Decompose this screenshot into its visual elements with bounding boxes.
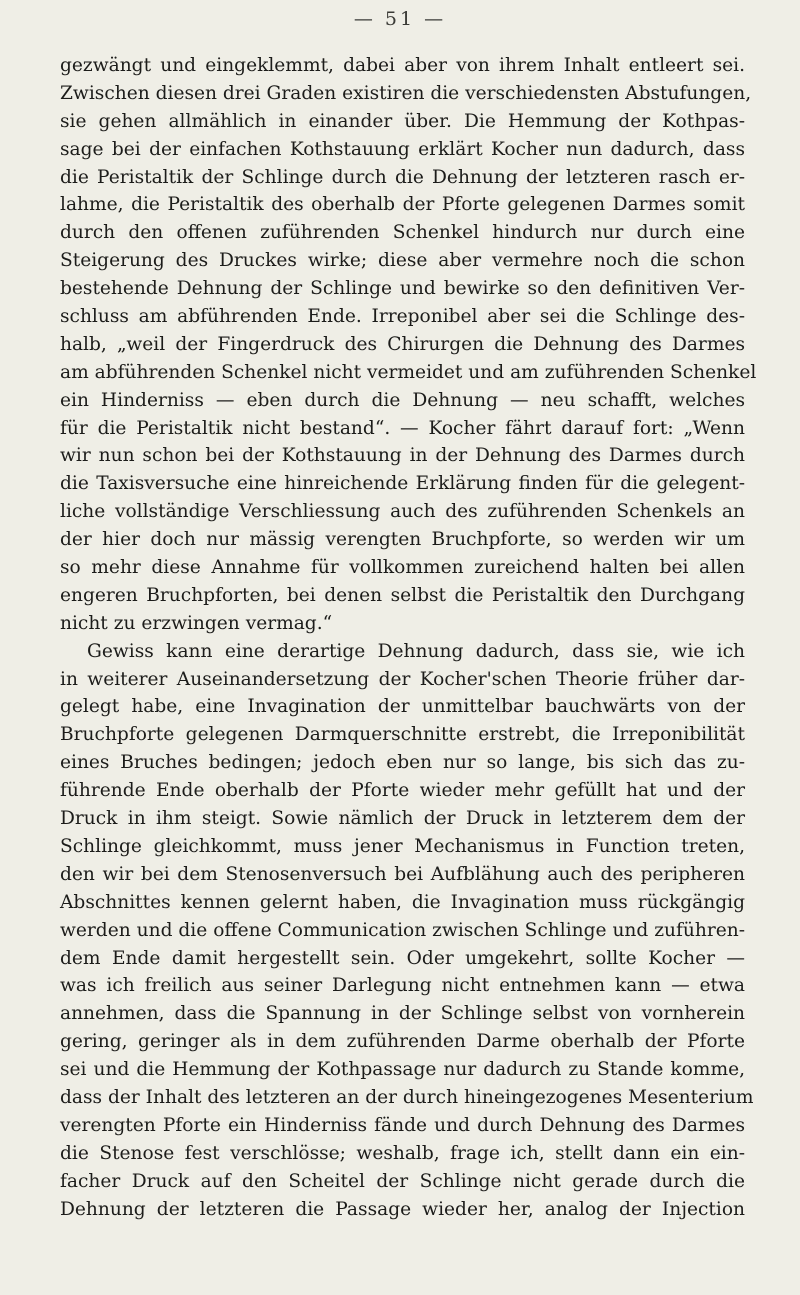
- text-line: nicht zu erzwingen vermag.“: [60, 612, 333, 634]
- text-line: die Peristaltik der Schlinge durch die Dehnung der letzteren rasch er-: [60, 166, 745, 188]
- text-line: eines Bruches bedingen; jedoch eben nur so lange, bis sich das zu-: [60, 752, 745, 774]
- text-line: der hier doch nur mässig verengten Bruchpforte, so werden wir um: [60, 529, 745, 551]
- text-line: durch den offenen zuführenden Schenkel hindurch nur durch eine: [60, 222, 745, 244]
- text-line: Zwischen diesen drei Graden existiren die verschiedensten Abstufungen,: [60, 82, 752, 104]
- text-line: am abführenden Schenkel nicht vermeidet und am zuführenden Schenkel: [60, 361, 757, 383]
- text-line: die Stenose fest verschlösse; weshalb, frage ich, stellt dann ein ein-: [60, 1142, 745, 1164]
- text-line: halb, „weil der Fingerdruck des Chirurgen die Dehnung des Darmes: [60, 333, 745, 355]
- text-line: Gewiss kann eine derartige Dehnung dadurch, dass sie, wie ich: [87, 640, 745, 662]
- text-line: annehmen, dass die Spannung in der Schlinge selbst von vornherein: [60, 1003, 745, 1025]
- text-line: Schlinge gleichkommt, muss jener Mechanismus in Function treten,: [60, 835, 745, 857]
- text-line: ein Hinderniss — eben durch die Dehnung — neu schafft, welches: [60, 389, 745, 411]
- text-line: die Taxisversuche eine hinreichende Erklärung finden für die gelegent-: [60, 473, 745, 495]
- text-line: Bruchpforte gelegenen Darmquerschnitte erstrebt, die Irreponibilität: [60, 724, 745, 746]
- text-line: den wir bei dem Stenosenversuch bei Aufblähung auch des peripheren: [60, 863, 745, 885]
- text-line: was ich freilich aus seiner Darlegung nicht entnehmen kann — etwa: [60, 975, 745, 997]
- text-line: Abschnittes kennen gelernt haben, die Invagination muss rückgängig: [60, 891, 745, 913]
- text-line: gering, geringer als in dem zuführenden Darme oberhalb der Pforte: [60, 1031, 745, 1053]
- text-line: Steigerung des Druckes wirke; diese aber vermehre noch die schon: [60, 250, 745, 272]
- text-line: so mehr diese Annahme für vollkommen zureichend halten bei allen: [60, 557, 745, 579]
- text-line: für die Peristaltik nicht bestand“. — Kocher fährt darauf fort: „Wenn: [60, 417, 745, 439]
- text-line: facher Druck auf den Scheitel der Schlinge nicht gerade durch die: [60, 1170, 745, 1192]
- text-line: lahme, die Peristaltik des oberhalb der Pforte gelegenen Darmes somit: [60, 194, 745, 216]
- text-line: engeren Bruchpforten, bei denen selbst die Peristaltik den Durchgang: [60, 584, 745, 606]
- text-line: Dehnung der letzteren die Passage wieder her, analog der Injection: [60, 1198, 745, 1220]
- text-line: gezwängt und eingeklemmt, dabei aber von ihrem Inhalt entleert sei.: [60, 55, 745, 76]
- text-line: sage bei der einfachen Kothstauung erklärt Kocher nun dadurch, dass: [60, 138, 745, 160]
- text-line: liche vollständige Verschliessung auch des zuführenden Schenkels an: [60, 501, 745, 523]
- body-text: [60, 52, 757, 1223]
- text-line: sei und die Hemmung der Kothpassage nur dadurch zu Stande komme,: [60, 1059, 745, 1081]
- text-line: schluss am abführenden Ende. Irreponibel aber sei die Schlinge des-: [60, 306, 745, 328]
- text-line: in weiterer Auseinandersetzung der Kocher'schen Theorie früher dar-: [60, 668, 745, 690]
- text-line: bestehende Dehnung der Schlinge und bewirke so den definitiven Ver-: [60, 278, 745, 300]
- text-line: Druck in ihm steigt. Sowie nämlich der Druck in letzterem dem der: [60, 808, 745, 830]
- text-line: führende Ende oberhalb der Pforte wieder mehr gefüllt hat und der: [60, 780, 745, 802]
- text-line: gelegt habe, eine Invagination der unmittelbar bauchwärts von der: [60, 696, 745, 718]
- text-line: dem Ende damit hergestellt sein. Oder umgekehrt, sollte Kocher —: [60, 947, 745, 969]
- text-line: sie gehen allmählich in einander über. Die Hemmung der Kothpas-: [60, 110, 745, 132]
- text-line: wir nun schon bei der Kothstauung in der Dehnung des Darmes durch: [60, 445, 745, 467]
- page-number: — 51 —: [353, 8, 447, 30]
- text-line: werden und die offene Communication zwischen Schlinge und zuführen-: [60, 919, 745, 941]
- text-line: dass der Inhalt des letzteren an der durch hineingezogenes Mesenterium: [60, 1086, 754, 1108]
- text-line: verengten Pforte ein Hinderniss fände und durch Dehnung des Darmes: [60, 1114, 745, 1136]
